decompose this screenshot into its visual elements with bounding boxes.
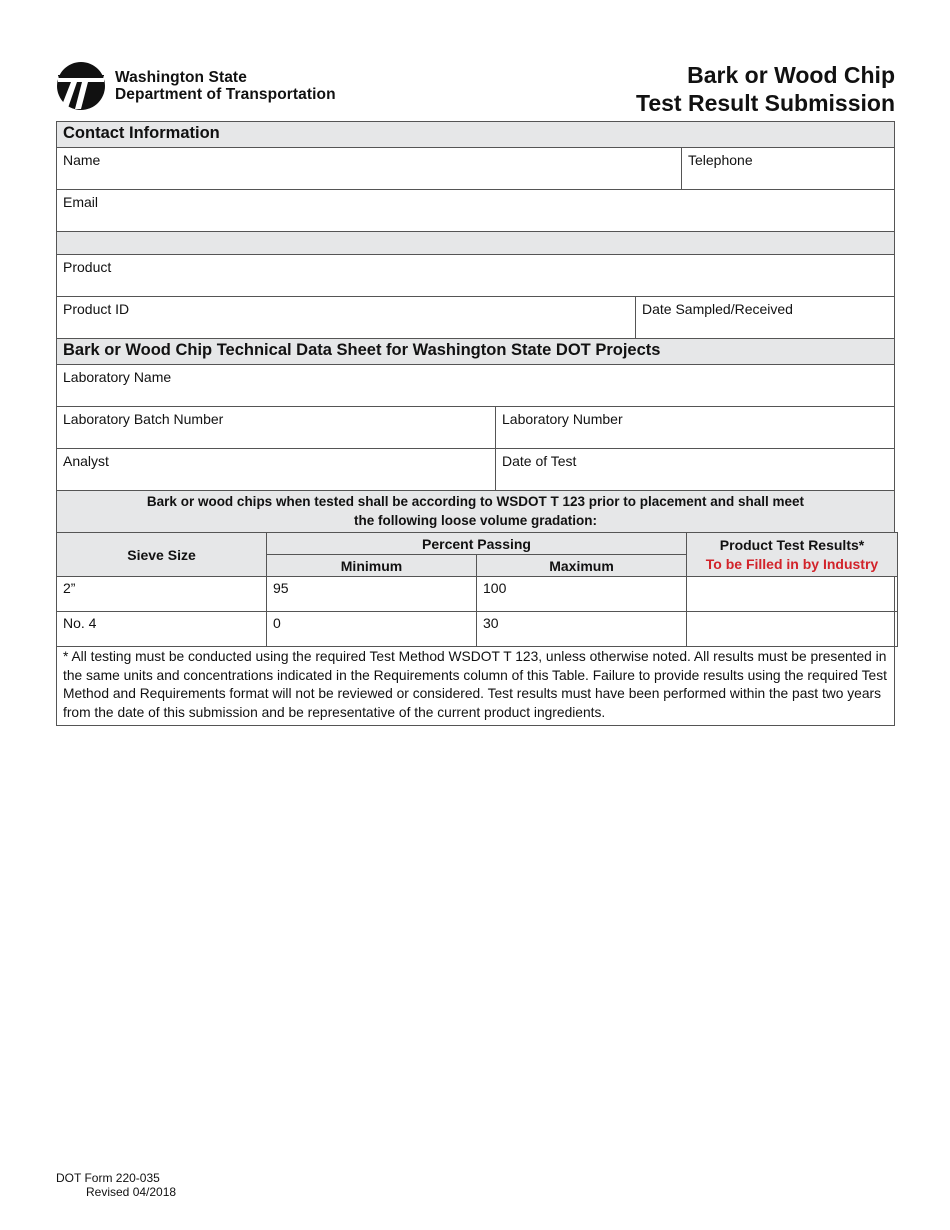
telephone-field[interactable] (681, 148, 894, 189)
analyst-field[interactable] (57, 449, 495, 490)
product-results-subtitle: To be Filled in by Industry (705, 556, 879, 572)
form-number: DOT Form 220-035 (56, 1171, 160, 1185)
name-field[interactable] (57, 148, 681, 189)
page-footer (56, 1171, 176, 1199)
title-line-1: Bark or Wood Chip (687, 62, 895, 88)
lab-batch-label: Laboratory Batch Number (63, 411, 224, 427)
lab-name-row (57, 365, 894, 407)
sieve-cell: No. 4 (57, 612, 267, 647)
gradation-header-row (57, 533, 898, 555)
table-row (57, 612, 898, 647)
shaded-divider (57, 232, 894, 254)
date-sampled-label: Date Sampled/Received (642, 301, 793, 317)
minimum-cell: 95 (267, 577, 477, 612)
product-id-row (57, 297, 894, 339)
requirement-row (57, 491, 894, 533)
maximum-cell: 30 (477, 612, 687, 647)
revision-date: Revised 04/2018 (86, 1185, 177, 1199)
technical-section-header (57, 339, 894, 365)
footnote-row (57, 646, 894, 725)
minimum-header: Minimum (267, 555, 477, 577)
wsdot-logo-icon (56, 61, 106, 111)
lab-name-label: Laboratory Name (63, 369, 172, 385)
product-field[interactable] (57, 255, 894, 296)
contact-section-title: Contact Information (57, 122, 894, 147)
gradation-row (57, 533, 894, 646)
page-header (56, 58, 895, 120)
maximum-cell: 100 (477, 577, 687, 612)
agency-name (115, 69, 336, 103)
product-label: Product (63, 259, 112, 275)
technical-section-title: Bark or Wood Chip Technical Data Sheet for Washington State DOT Projects (57, 339, 894, 364)
email-row (57, 190, 894, 232)
telephone-label: Telephone (688, 152, 753, 168)
agency-line-1: Washington State (115, 69, 247, 86)
contact-section-header (57, 122, 894, 148)
product-id-field[interactable] (57, 297, 635, 338)
sieve-size-header: Sieve Size (57, 533, 267, 577)
email-label: Email (63, 194, 99, 210)
lab-name-field[interactable] (57, 365, 894, 406)
footnote-text: * All testing must be conducted using the required Test Method WSDOT T 123, unless otherwise noted. All results must be presented in the same units and concentrations indicated in the Requirements column of this Table. Failure to provide results using the required Test Method and Requirements format will not be reviewed or considered. Test results must have been performed within the past two years from the date of this submission and be representative of the current product ingredients. (63, 649, 887, 720)
lab-number-field[interactable] (495, 407, 894, 448)
lab-batch-row (57, 407, 894, 449)
name-label: Name (63, 152, 101, 168)
agency-line-2: Department of Transportation (115, 86, 336, 103)
minimum-cell: 0 (267, 612, 477, 647)
name-telephone-row (57, 148, 894, 190)
analyst-label: Analyst (63, 453, 109, 469)
wsdot-logo (56, 61, 336, 111)
percent-passing-header: Percent Passing (267, 533, 687, 555)
form-title (636, 61, 895, 117)
sieve-cell: 2” (57, 577, 267, 612)
lab-number-label: Laboratory Number (502, 411, 623, 427)
result-input-cell[interactable] (687, 612, 898, 647)
requirement-line-2: the following loose volume gradation: (353, 512, 597, 528)
product-results-header (687, 533, 898, 577)
gradation-table (56, 532, 898, 647)
analyst-row (57, 449, 894, 491)
lab-batch-field[interactable] (57, 407, 495, 448)
table-row (57, 577, 898, 612)
requirement-note (57, 491, 894, 532)
maximum-header: Maximum (477, 555, 687, 577)
submission-form (56, 121, 895, 726)
product-id-label: Product ID (63, 301, 130, 317)
product-row (57, 255, 894, 297)
spacer-row (57, 232, 894, 255)
date-of-test-label: Date of Test (502, 453, 577, 469)
result-input-cell[interactable] (687, 577, 898, 612)
email-field[interactable] (57, 190, 894, 231)
date-sampled-field[interactable] (635, 297, 894, 338)
title-line-2: Test Result Submission (635, 90, 895, 116)
date-of-test-field[interactable] (495, 449, 894, 490)
requirement-line-1: Bark or wood chips when tested shall be according to WSDOT T 123 prior to placement and shall meet (146, 494, 805, 509)
product-results-title: Product Test Results* (719, 537, 865, 553)
